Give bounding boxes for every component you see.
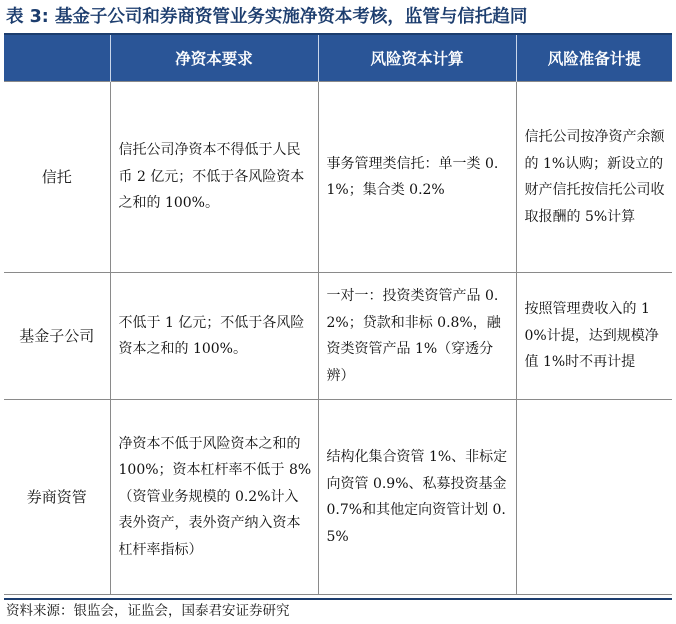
header-corner [4,35,110,82]
cell-risk-capital: 事务管理类信托：单一类 0.1%；集合类 0.2% [318,82,516,273]
table-row [4,273,672,400]
cell-risk-reserve: 信托公司按净资产余额的 1%认购；新设立的财产信托按信托公司收取报酬的 5%计算 [516,82,672,273]
cell-risk-capital: 一对一：投资类资管产品 0.2%；贷款和非标 0.8%，融资类资管产品 1%（穿透分辨） [318,273,516,400]
row-label-fund-subsidiary: 基金子公司 [4,273,110,400]
cell-net-capital: 信托公司净资本不得低于人民币 2 亿元；不低于各风险资本之和的 100%。 [110,82,318,273]
cell-net-capital: 不低于 1 亿元；不低于各风险资本之和的 100%。 [110,273,318,400]
cell-net-capital: 净资本不低于风险资本之和的 100%；资本杠杆率不低于 8%（资管业务规模的 0.2%计入表外资产，表外资产纳入资本杠杆率指标） [110,400,318,595]
table-row [4,82,672,273]
header-risk-reserve: 风险准备计提 [516,35,672,82]
header-risk-capital: 风险资本计算 [318,35,516,82]
header-net-capital: 净资本要求 [110,35,318,82]
table-header-row [4,35,672,82]
table-row [4,400,672,595]
table-title: 表 3: 基金子公司和券商资管业务实施净资本考核，监管与信托趋同 [6,7,528,27]
source-note: 资料来源：银监会，证监会，国泰君安证券研究 [6,603,290,619]
comparison-table [4,35,672,595]
row-label-broker-am: 券商资管 [4,400,110,595]
cell-risk-reserve: 按照管理费收入的 10%计提，达到规模净值 1%时不再计提 [516,273,672,400]
row-label-trust: 信托 [4,82,110,273]
cell-risk-capital: 结构化集合资管 1%、非标定向资管 0.9%、私募投资基金 0.7%和其他定向资管计划 0.5% [318,400,516,595]
cell-risk-reserve [516,400,672,595]
